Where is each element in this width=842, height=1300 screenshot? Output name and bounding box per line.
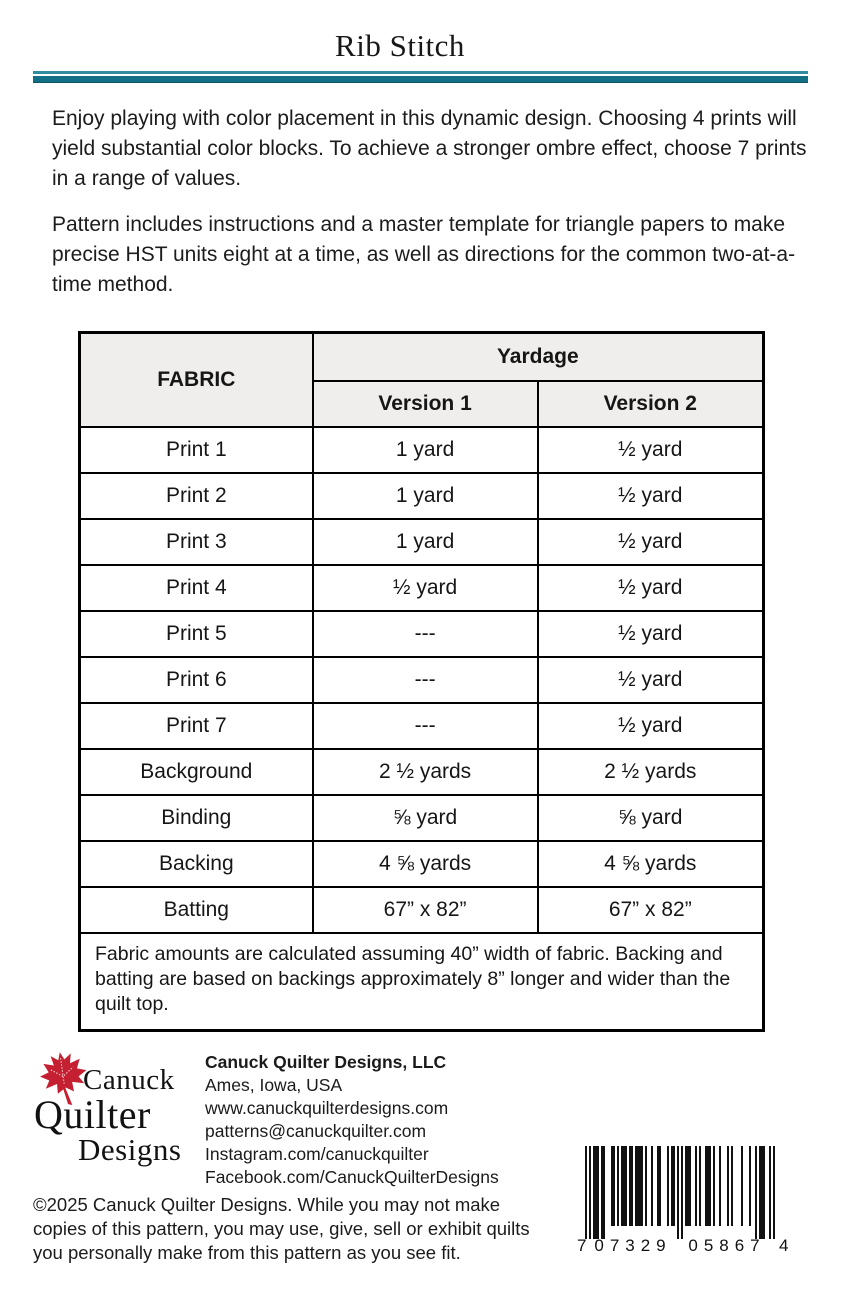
table-row — [80, 841, 764, 887]
contact-info — [205, 1051, 499, 1189]
title-divider-rule — [33, 71, 808, 83]
copyright-line: copies of this pattern, you may use, give, sell or exhibit quilts — [33, 1218, 530, 1239]
version1-cell: 4 ⅝ yards — [313, 841, 538, 887]
barcode-digits: 05867 — [688, 1236, 766, 1254]
intro-paragraph-2: Pattern includes instructions and a master template for triangle papers to make precise HST units eight at a time, as well as directions for the common two-at-a-time method. — [52, 213, 796, 296]
version2-cell: ½ yard — [538, 657, 764, 703]
barcode-digits: 7 — [577, 1236, 587, 1254]
upc-barcode — [573, 1146, 795, 1254]
version1-cell: ½ yard — [313, 565, 538, 611]
logo-word-canuck: Canuck — [83, 1064, 175, 1096]
table-row — [80, 657, 764, 703]
version1-cell: 1 yard — [313, 473, 538, 519]
brand-logo — [34, 1050, 209, 1168]
fabric-table-body — [80, 427, 764, 933]
fabric-name-cell: Backing — [80, 841, 313, 887]
table-row — [80, 611, 764, 657]
copyright-line: ©2025 Canuck Quilter Designs. While you may not make — [33, 1194, 501, 1215]
version2-cell: ½ yard — [538, 565, 764, 611]
copyright-line: you personally make from this pattern as you see fit. — [33, 1242, 461, 1263]
table-row — [80, 565, 764, 611]
fabric-name-cell: Print 5 — [80, 611, 313, 657]
version2-cell: ½ yard — [538, 611, 764, 657]
col-header-yardage: Yardage — [313, 333, 764, 382]
version2-cell: ½ yard — [538, 703, 764, 749]
contact-line: Instagram.com/canuckquilter — [205, 1144, 429, 1164]
table-row — [80, 519, 764, 565]
divider-thick-line — [33, 76, 808, 83]
contact-line: Facebook.com/CanuckQuilterDesigns — [205, 1167, 499, 1187]
copyright-text — [33, 1193, 573, 1265]
version1-cell: 67” x 82” — [313, 887, 538, 933]
table-row — [80, 749, 764, 795]
fabric-name-cell: Print 1 — [80, 427, 313, 473]
contact-line: www.canuckquilterdesigns.com — [205, 1098, 449, 1118]
contact-line: patterns@canuckquilter.com — [205, 1121, 427, 1141]
table-row — [80, 703, 764, 749]
contact-line: Ames, Iowa, USA — [205, 1075, 343, 1095]
barcode-bars — [573, 1146, 795, 1254]
version2-cell: 2 ½ yards — [538, 749, 764, 795]
version2-cell: ½ yard — [538, 473, 764, 519]
table-row — [80, 473, 764, 519]
fabric-name-cell: Binding — [80, 795, 313, 841]
version2-cell: 67” x 82” — [538, 887, 764, 933]
intro-text-block — [52, 88, 812, 300]
table-row — [80, 887, 764, 933]
barcode-digits: 07329 — [594, 1236, 672, 1254]
company-name: Canuck Quilter Designs, LLC — [205, 1052, 447, 1072]
version2-cell: ½ yard — [538, 427, 764, 473]
fabric-name-cell: Print 4 — [80, 565, 313, 611]
col-header-version1: Version 1 — [313, 381, 538, 427]
version2-cell: 4 ⅝ yards — [538, 841, 764, 887]
table-row — [80, 795, 764, 841]
version1-cell: 2 ½ yards — [313, 749, 538, 795]
contact-lines — [205, 1074, 499, 1189]
version1-cell: ⅝ yard — [313, 795, 538, 841]
col-header-fabric: FABRIC — [80, 333, 313, 428]
table-footnote: Fabric amounts are calculated assuming 40” width of fabric. Backing and batting are based on backings approximately 8” longer and wider than the quilt top. — [80, 933, 764, 1031]
page-title: Rib Stitch — [335, 28, 465, 63]
version1-cell: --- — [313, 703, 538, 749]
version1-cell: --- — [313, 611, 538, 657]
intro-paragraph-1: Enjoy playing with color placement in this dynamic design. Choosing 4 prints will yield substantial color blocks. To achieve a stronger ombre effect, choose 7 prints in a range of values. — [52, 107, 807, 190]
version1-cell: 1 yard — [313, 427, 538, 473]
logo-word-designs: Designs — [78, 1132, 182, 1167]
fabric-name-cell: Background — [80, 749, 313, 795]
version2-cell: ⅝ yard — [538, 795, 764, 841]
barcode-digits: 4 — [779, 1236, 789, 1254]
col-header-version2: Version 2 — [538, 381, 764, 427]
fabric-name-cell: Print 2 — [80, 473, 313, 519]
table-row — [80, 427, 764, 473]
version1-cell: --- — [313, 657, 538, 703]
fabric-name-cell: Batting — [80, 887, 313, 933]
logo-word-quilter: Quilter — [34, 1092, 151, 1137]
version1-cell: 1 yard — [313, 519, 538, 565]
fabric-yardage-table — [78, 331, 765, 1032]
version2-cell: ½ yard — [538, 519, 764, 565]
fabric-name-cell: Print 7 — [80, 703, 313, 749]
fabric-name-cell: Print 3 — [80, 519, 313, 565]
fabric-name-cell: Print 6 — [80, 657, 313, 703]
